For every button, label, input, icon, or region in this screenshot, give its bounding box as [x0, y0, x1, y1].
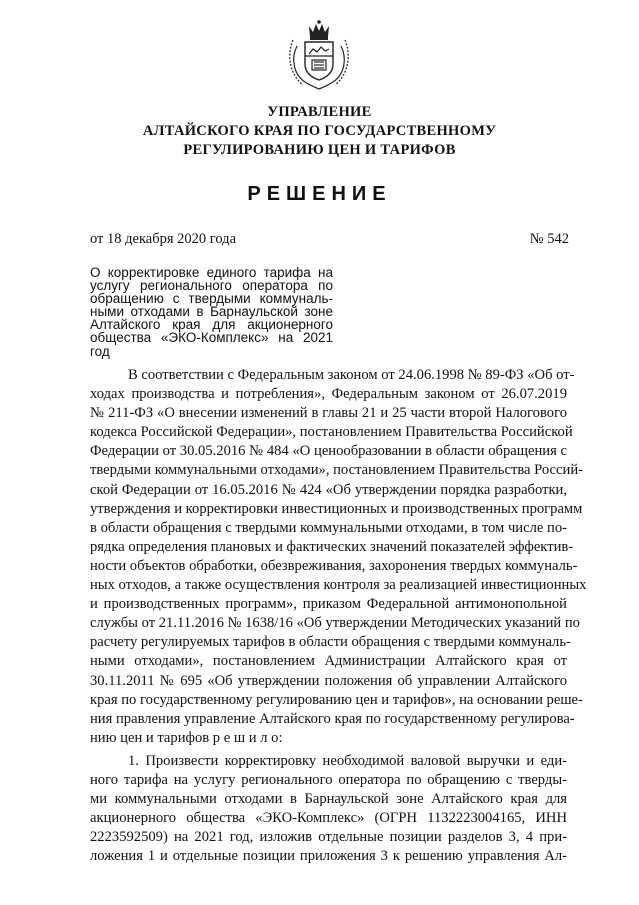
document-body — [90, 366, 587, 866]
item-1-line: 2223592509) на 2021 год, изложив отдельные позиции разделов 3, 4 при- — [90, 829, 567, 846]
preamble-line: твердыми коммунальными отходами», постановлением Правительства Россий- — [90, 462, 583, 479]
preamble-line: Федерации от 30.05.2016 № 484 «О ценообразовании в области обращения с — [90, 443, 567, 460]
preamble-line: ской Федерации от 16.05.2016 № 424 «Об утверждении порядка разработки, — [90, 481, 567, 498]
preamble-line: кодекса Российской Федерации», постановлением Правительства Российской — [90, 424, 573, 441]
subject-line: Алтайского края для акционерного — [90, 317, 333, 333]
subject-line: общества «ЭКО-Комплекс» на 2021 — [90, 330, 333, 346]
preamble-line: и производственных программ», приказом Федеральной антимонопольной — [90, 596, 567, 613]
preamble-line: в области обращения с твердыми коммунальными отходами, в том числе по- — [90, 519, 567, 536]
document-number: № 542 — [529, 231, 569, 247]
item-1-line: ложения 1 и отдельные позиции приложения 3 к решению управления Ал- — [90, 848, 567, 865]
item-1-line: 1. Произвести корректировку необходимой валовой выручки и еди- — [128, 752, 567, 769]
preamble-line: рядка определения плановых и фактических значений показателей эффектив- — [90, 538, 574, 555]
subject-line: услугу регионального оператора по — [90, 278, 333, 294]
subject-line: ными отходами в Барнаульской зоне — [90, 304, 333, 320]
document-subject — [90, 266, 333, 358]
item-1-line: акционерного общества «ЭКО-Комплекс» (ОГРН 1132223004165, ИНН — [90, 810, 567, 827]
agency-name-line-1: УПРАВЛЕНИЕ — [267, 104, 372, 120]
document-title: РЕШЕНИЕ — [247, 183, 392, 205]
preamble-line: нию цен и тарифов р е ш и л о: — [90, 729, 283, 746]
preamble-line: В соответствии с Федеральным законом от 24.06.1998 № 89-ФЗ «Об от- — [128, 367, 575, 383]
preamble-line: ными отходами», постановлением Администрации Алтайского края от — [90, 653, 567, 670]
preamble-line: края по государственному регулированию цен и тарифов», на основании реше- — [90, 691, 583, 708]
preamble-line: службы от 21.11.2016 № 1638/16 «Об утверждении Методических указаний по — [90, 615, 580, 632]
preamble-line: № 211-ФЗ «О внесении изменений в главы 21 и 25 части второй Налогового — [90, 405, 567, 422]
agency-name-line-2: АЛТАЙСКОГО КРАЯ ПО ГОСУДАРСТВЕННОМУ — [142, 123, 497, 139]
subject-line: год — [90, 343, 110, 359]
coat-of-arms-emblem — [283, 18, 355, 92]
item-1-line: ми коммунальными отходами в Барнаульской зоне Алтайского края для — [90, 791, 567, 808]
preamble-line: 30.11.2011 № 695 «Об утверждении положения об управлении Алтайского — [90, 672, 567, 689]
preamble-line: ния правления управление Алтайского края по государственному регулирова- — [90, 710, 575, 727]
preamble-line: утверждения и корректировки инвестиционных и производственных программ — [90, 500, 583, 517]
preamble-line: ных отходов, а также осуществления контроля за реализацией инвестиционных — [90, 577, 587, 594]
preamble-line: ности объектов обработки, обезвреживания, захоронения твердых коммуналь- — [90, 557, 578, 574]
subject-line: О корректировке единого тарифа на — [90, 265, 333, 280]
preamble-line: расчету регулируемых тарифов в области обращения с твердыми коммуналь- — [90, 634, 571, 651]
document-date: от 18 декабря 2020 года — [90, 231, 236, 247]
item-1-line: ного тарифа на услугу регионального оператора по обращению с тверды- — [90, 771, 567, 788]
subject-line: обращению с твердыми коммуналь- — [90, 291, 333, 307]
preamble-line: ходах производства и потребления», Федеральным законом от 26.07.2019 — [90, 386, 567, 403]
agency-name-line-3: РЕГУЛИРОВАНИЮ ЦЕН И ТАРИФОВ — [183, 142, 456, 158]
